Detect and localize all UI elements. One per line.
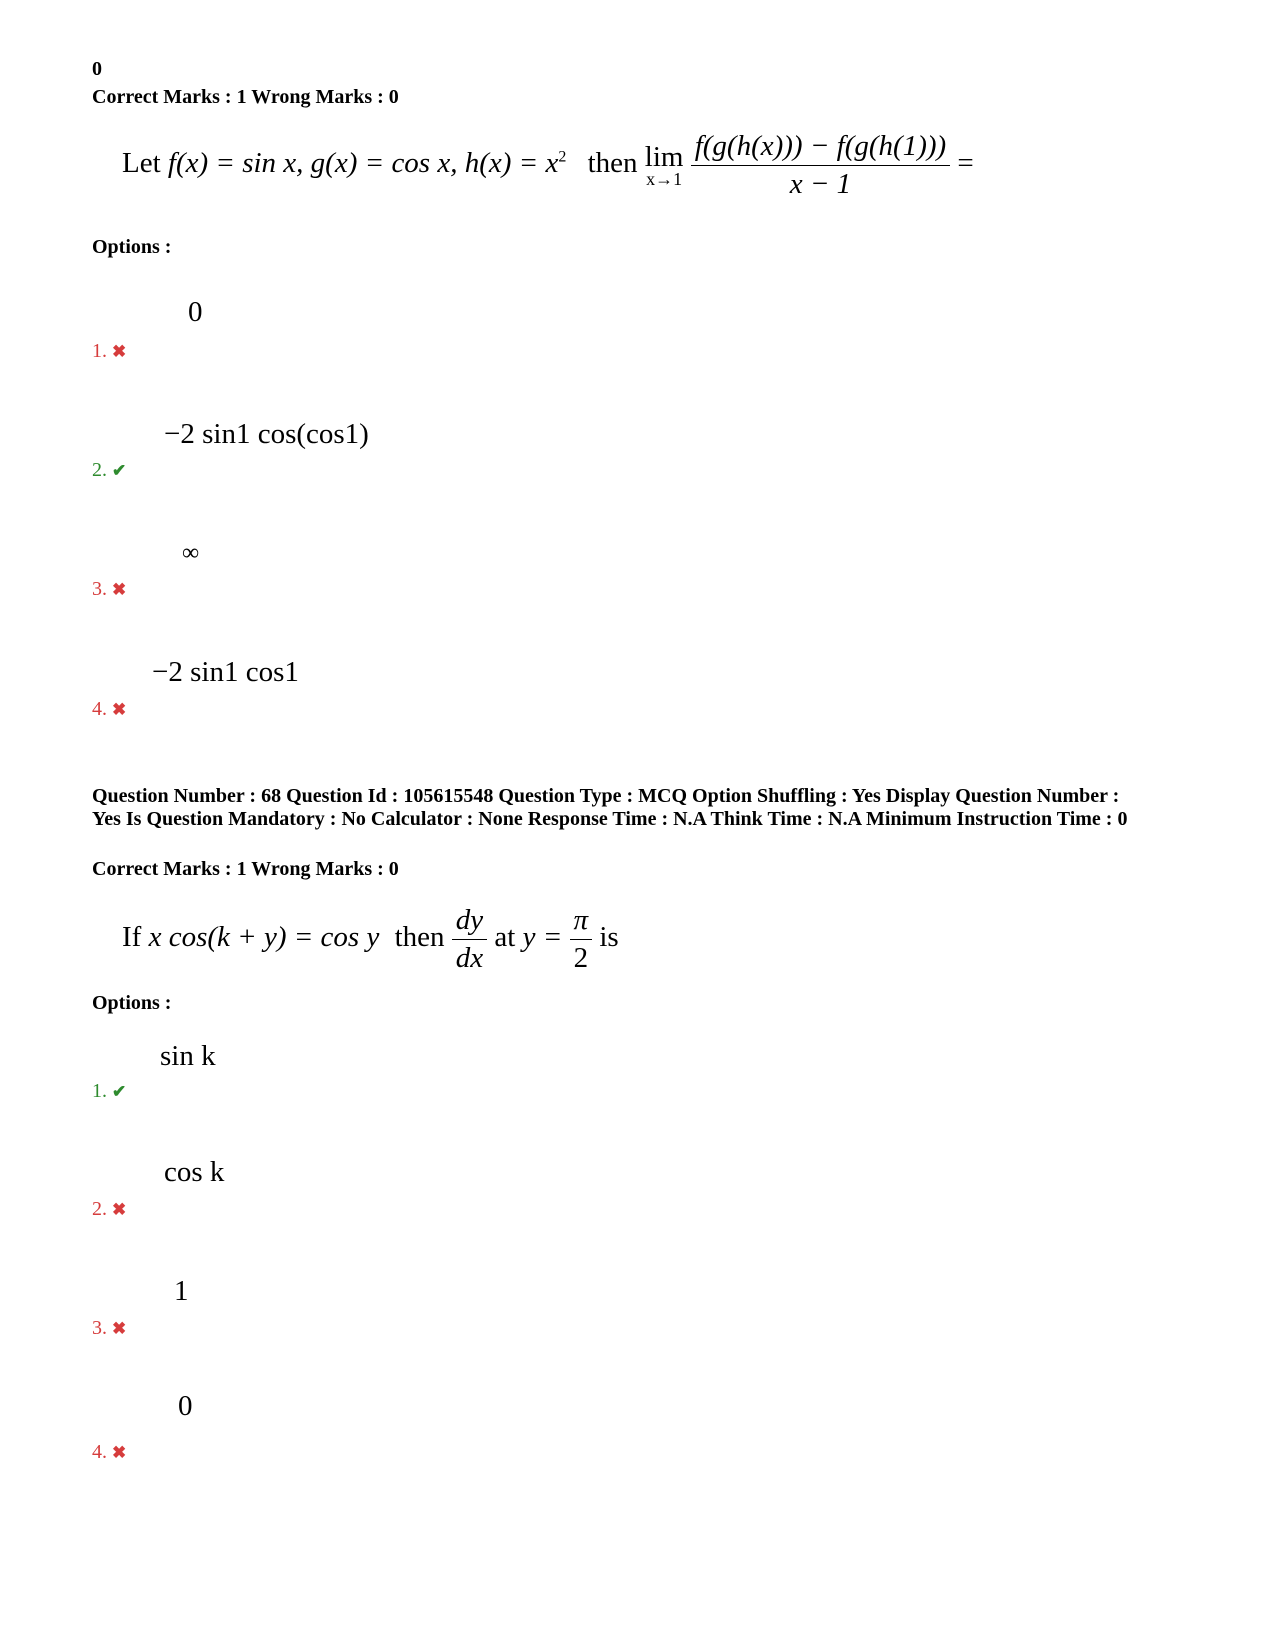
q2-option-1-number: 1. <box>92 1080 107 1102</box>
q1-option-4[interactable] <box>92 698 126 721</box>
q2-derivative <box>452 904 487 975</box>
q1-lim-sub: x→1 <box>646 168 683 189</box>
q1-option-3[interactable] <box>92 578 126 601</box>
q2-option-3-text: 1 <box>174 1275 189 1307</box>
q1-limit <box>644 140 684 189</box>
q2-pi-over-2 <box>570 904 593 975</box>
q1-option-2-text: −2 sin1 cos(cos1) <box>164 418 369 450</box>
q2-question-formula <box>122 904 619 975</box>
wrong-mark-icon: ✖ <box>112 342 127 361</box>
q1-options-label: Options : <box>92 236 172 258</box>
wrong-mark-icon: ✖ <box>112 1200 127 1219</box>
q1-function-defs: f(x) = sin x, g(x) = cos x, h(x) = x <box>167 147 559 180</box>
q1-option-2-number: 2. <box>92 459 107 481</box>
q1-denominator: x − 1 <box>789 168 852 200</box>
q2-equation: x cos(k + y) = cos y <box>148 921 380 954</box>
q2-if: If <box>122 921 142 954</box>
q2-option-4-number: 4. <box>92 1441 107 1463</box>
q2-option-1[interactable] <box>92 1080 126 1103</box>
q2-header: Question Number : 68 Question Id : 105615548 Question Type : MCQ Option Shuffling : Yes Display Question Number : Yes Is Question Mandatory : No Calculator : None Response Time : N.A Think Time : N.A Minimum Instruction Time : 0 <box>92 785 1128 830</box>
wrong-mark-icon: ✖ <box>112 700 127 719</box>
wrong-mark-icon: ✖ <box>112 1319 127 1338</box>
q1-fraction <box>691 130 950 201</box>
q2-two: 2 <box>573 942 589 974</box>
q1-exponent: 2 <box>558 148 567 166</box>
q2-dy: dy <box>452 904 487 940</box>
q2-pi: π <box>570 904 593 940</box>
q1-option-4-text: −2 sin1 cos1 <box>152 656 299 688</box>
q2-then: then <box>394 921 445 954</box>
q1-option-1-text: 0 <box>188 296 203 328</box>
q1-header-tail: 0 <box>92 58 102 80</box>
q2-option-3[interactable] <box>92 1317 126 1340</box>
q2-option-2-text: cos k <box>164 1156 225 1188</box>
q1-option-4-number: 4. <box>92 698 107 720</box>
q2-is: is <box>599 921 619 954</box>
q2-dx: dx <box>455 942 484 974</box>
q1-option-3-text: ∞ <box>182 540 200 566</box>
q2-option-1-text: sin k <box>160 1040 216 1072</box>
q1-question-formula <box>122 130 974 201</box>
q1-numerator: f(g(h(x))) − f(g(h(1))) <box>691 130 950 166</box>
q1-marks: Correct Marks : 1 Wrong Marks : 0 <box>92 86 399 108</box>
check-mark-icon: ✔ <box>112 461 127 480</box>
q2-y-eq: y = <box>522 921 563 954</box>
q1-option-1[interactable] <box>92 340 126 363</box>
q2-marks: Correct Marks : 1 Wrong Marks : 0 <box>92 858 399 880</box>
q1-equals: = <box>957 147 974 180</box>
q2-option-2[interactable] <box>92 1198 126 1221</box>
q2-at: at <box>494 921 516 954</box>
q2-options-label: Options : <box>92 992 172 1014</box>
q1-then: then <box>587 147 638 180</box>
q2-option-4[interactable] <box>92 1441 126 1464</box>
wrong-mark-icon: ✖ <box>112 580 127 599</box>
q2-option-2-number: 2. <box>92 1198 107 1220</box>
q2-option-4-text: 0 <box>178 1390 193 1422</box>
check-mark-icon: ✔ <box>112 1082 127 1101</box>
q1-option-2[interactable] <box>92 459 126 482</box>
q2-option-3-number: 3. <box>92 1317 107 1339</box>
q1-option-1-number: 1. <box>92 340 107 362</box>
q1-let: Let <box>122 147 161 180</box>
q1-lim-word: lim <box>644 140 684 173</box>
q1-option-3-number: 3. <box>92 578 107 600</box>
wrong-mark-icon: ✖ <box>112 1443 127 1462</box>
